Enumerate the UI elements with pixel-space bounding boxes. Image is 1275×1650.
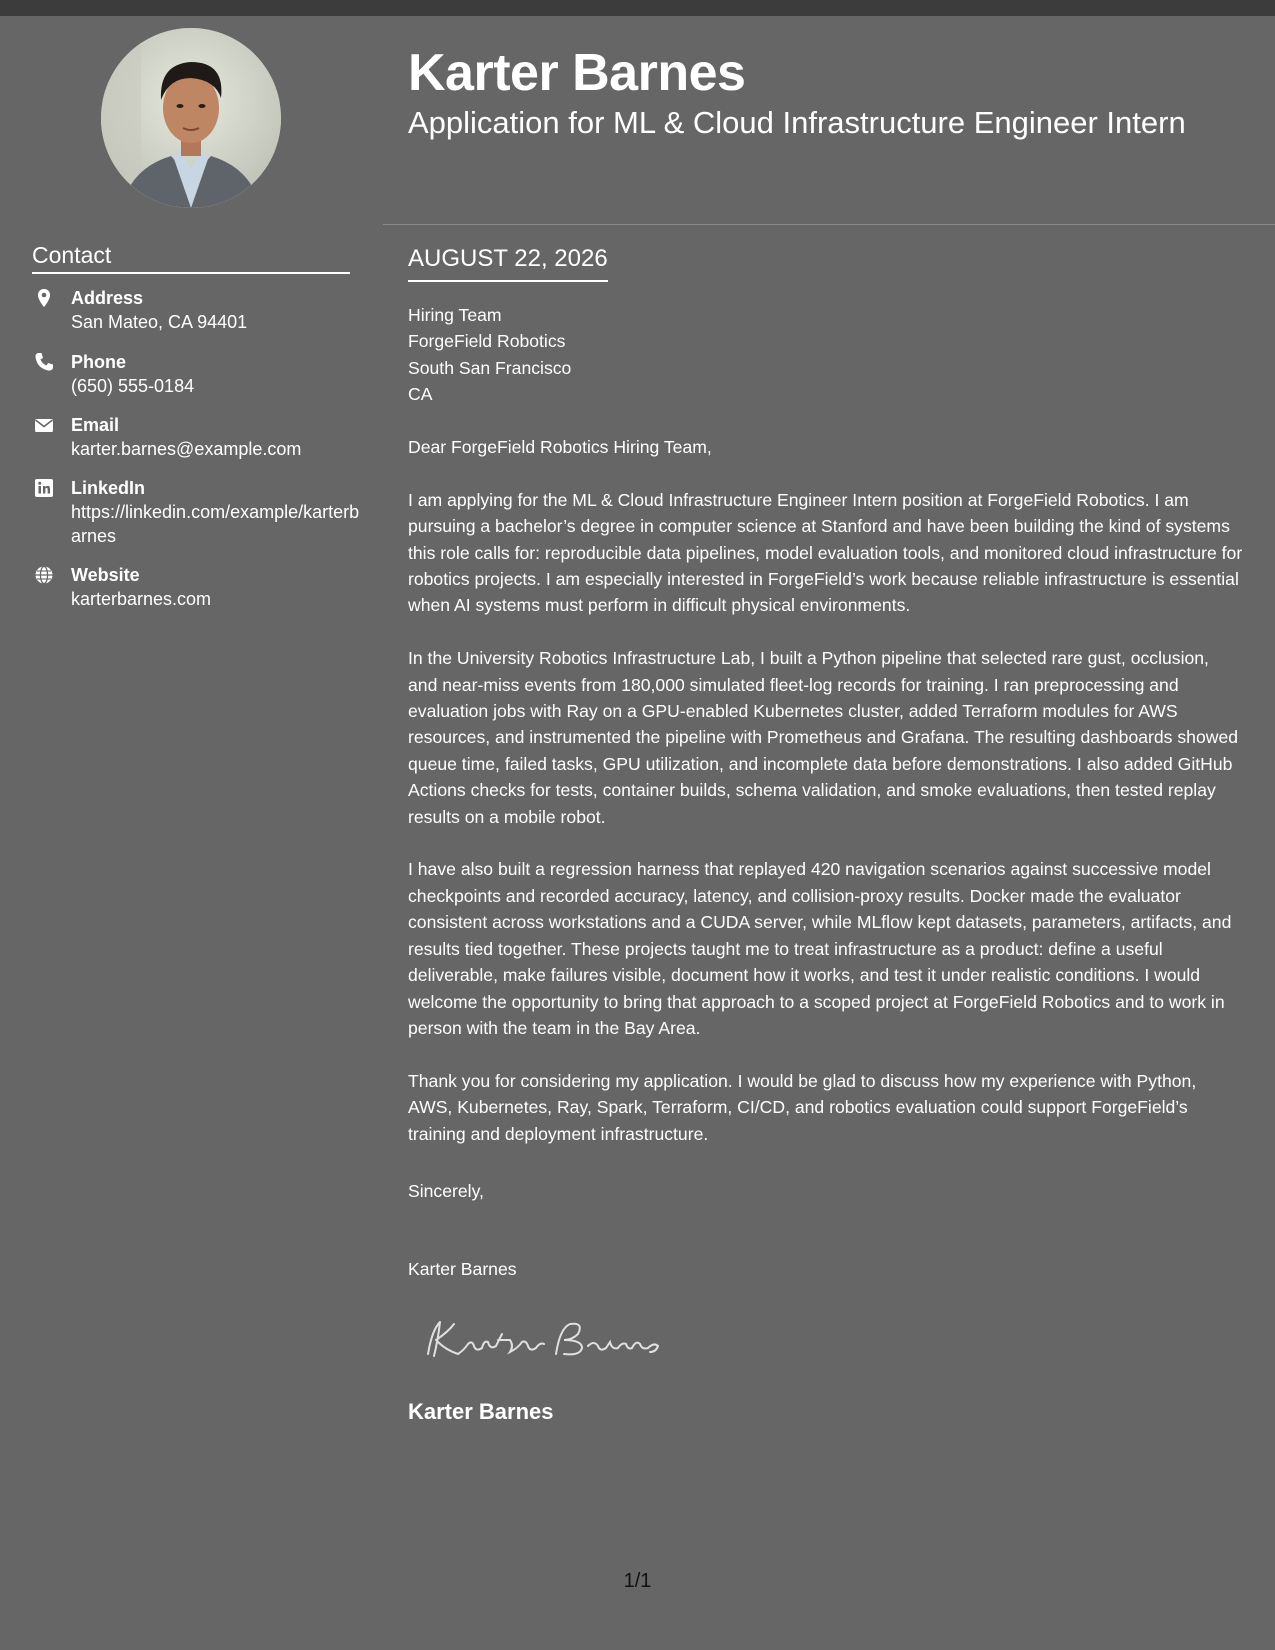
linkedin-icon: [34, 478, 54, 498]
phone-icon: [34, 352, 54, 372]
letter-paragraph: I have also built a regression harness that replayed 420 navigation scenarios against successive model checkpoints and recorded accuracy, latency, and collision-proxy results. Docker made the evaluator consistent across workstations and a CUDA server, while MLflow kept datasets, parameters, artifacts, and results tied together. These projects taught me to treat infrastructure as a product: define a useful deliverable, make failures visible, document how it works, and test it under realistic conditions. I would welcome the opportunity to bring that approach to a scoped project at ForgeField Robotics and to work in person with the team in the Bay Area.: [408, 859, 1232, 1038]
letter-body: [408, 302, 1243, 1173]
contact-label: LinkedIn: [71, 478, 146, 498]
globe-icon: [34, 565, 54, 585]
contact-value[interactable]: karterbarnes.com: [71, 589, 212, 609]
closing: Sincerely,: [408, 1181, 484, 1201]
contact-heading: Contact: [32, 240, 350, 274]
recipient-address: [408, 302, 1243, 408]
contact-value[interactable]: https://linkedin.com/example/karterbarnes: [71, 502, 360, 546]
contact-value[interactable]: karter.barnes@example.com: [71, 439, 302, 459]
top-bar: [0, 0, 1275, 16]
letter-date: AUGUST 22, 2026: [408, 244, 608, 282]
applicant-name: Karter Barnes: [408, 44, 746, 102]
letter-paragraph: I am applying for the ML & Cloud Infrastructure Engineer Intern position at ForgeField Robotics. I am pursuing a bachelor’s degree in computer science at Stanford and have been building the kind of systems this role calls for: reproducible data pipelines, model evaluation tools, and monitored cloud infrastructure for robotics projects. I am especially interested in ForgeField’s work because reliable infrastructure is essential when AI systems must perform in difficult physical environments.: [408, 489, 1243, 616]
header-divider: [383, 224, 1275, 225]
contact-label: Phone: [71, 352, 127, 372]
signer-name-bold: Karter Barnes: [408, 1399, 554, 1424]
application-subtitle: Application for ML & Cloud Infrastructure Engineer Intern: [408, 105, 1186, 140]
page-number: 1/1: [623, 1570, 652, 1592]
contact-value: San Mateo, CA 94401: [71, 312, 248, 332]
avatar: [101, 28, 281, 208]
recipient-line: South San Francisco: [408, 357, 572, 378]
salutation: Dear ForgeField Robotics Hiring Team,: [408, 437, 712, 458]
recipient-line: Hiring Team: [408, 305, 502, 325]
map-pin-icon: [34, 288, 54, 308]
contact-label: Email: [71, 415, 120, 435]
contact-label: Address: [71, 288, 144, 308]
handwritten-signature: [418, 1310, 678, 1370]
contact-value: (650) 555-0184: [71, 376, 195, 396]
signer-name: Karter Barnes: [408, 1259, 517, 1279]
letter-paragraph: In the University Robotics Infrastructure Lab, I built a Python pipeline that selected rare gust, occlusion, and near-miss events from 180,000 simulated fleet-log records for training. I ran preprocessing and evaluation jobs with Ray on a GPU-enabled Kubernetes cluster, added Terraform modules for AWS resources, and instrumented the pipeline with Prometheus and Grafana. The resulting dashboards showed queue time, failed tasks, GPU utilization, and incomplete data before demonstrations. I also added GitHub Actions checks for tests, container builds, schema validation, and smoke evaluations, then tested replay results on a mobile robot.: [408, 648, 1239, 827]
letter-paragraph: Thank you for considering my application. I would be glad to discuss how my experience with Python, AWS, Kubernetes, Ray, Spark, Terraform, CI/CD, and robotics evaluation could support ForgeField’s training and deployment infrastructure.: [408, 1070, 1197, 1144]
recipient-line: CA: [408, 384, 433, 405]
envelope-icon: [34, 415, 54, 435]
recipient-line: ForgeField Robotics: [408, 331, 566, 352]
contact-label: Website: [71, 565, 140, 585]
